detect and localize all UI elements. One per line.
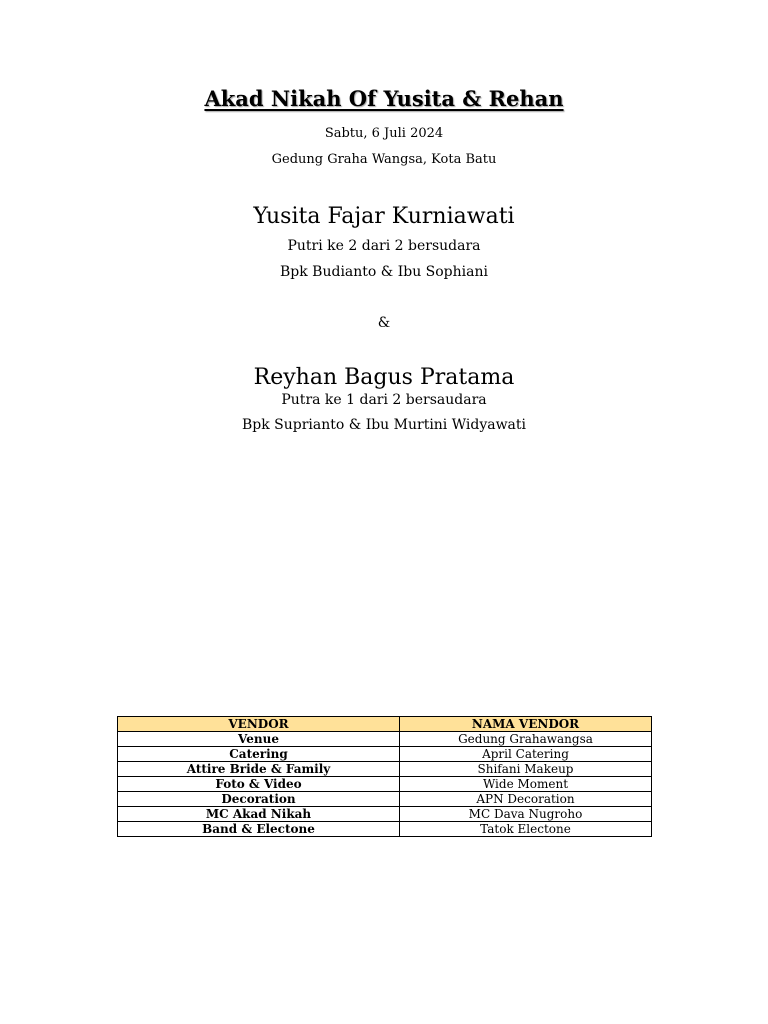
vendor-category: MC Akad Nikah: [118, 807, 400, 822]
vendor-category: Catering: [118, 747, 400, 762]
vendor-category: Attire Bride & Family: [118, 762, 400, 777]
groom-name: Reyhan Bagus Pratama: [253, 365, 515, 390]
groom-parents: Bpk Suprianto & Ibu Murtini Widyawati: [241, 417, 527, 433]
page-title: Akad Nikah Of Yusita & Rehan: [204, 86, 564, 111]
ampersand: &: [377, 315, 391, 331]
vendor-name: APN Decoration: [400, 792, 652, 807]
vendor-category: Venue: [118, 732, 400, 747]
vendor-name: MC Dava Nugroho: [400, 807, 652, 822]
bride-name: Yusita Fajar Kurniawati: [253, 204, 515, 229]
vendor-category: Band & Electone: [118, 822, 400, 837]
groom-description: Putra ke 1 dari 2 bersaudara: [281, 392, 487, 408]
table-row: [118, 762, 652, 777]
vendor-category: Decoration: [118, 792, 400, 807]
column-header-vendor-name: NAMA VENDOR: [400, 717, 652, 732]
vendor-name: April Catering: [400, 747, 652, 762]
table-row: [118, 807, 652, 822]
vendor-table: [117, 716, 652, 837]
vendor-table-header: [118, 717, 652, 732]
vendor-category: Foto & Video: [118, 777, 400, 792]
vendor-name: Gedung Grahawangsa: [400, 732, 652, 747]
vendor-name: Tatok Electone: [400, 822, 652, 837]
column-header-vendor: VENDOR: [118, 717, 400, 732]
table-row: [118, 792, 652, 807]
bride-parents: Bpk Budianto & Ibu Sophiani: [280, 264, 488, 280]
event-venue: Gedung Graha Wangsa, Kota Batu: [271, 152, 497, 167]
vendor-name: Shifani Makeup: [400, 762, 652, 777]
vendor-name: Wide Moment: [400, 777, 652, 792]
table-row: [118, 777, 652, 792]
bride-description: Putri ke 2 dari 2 bersudara: [287, 238, 481, 254]
event-date: Sabtu, 6 Juli 2024: [324, 126, 444, 141]
table-row: [118, 822, 652, 837]
table-row: [118, 732, 652, 747]
table-row: [118, 747, 652, 762]
